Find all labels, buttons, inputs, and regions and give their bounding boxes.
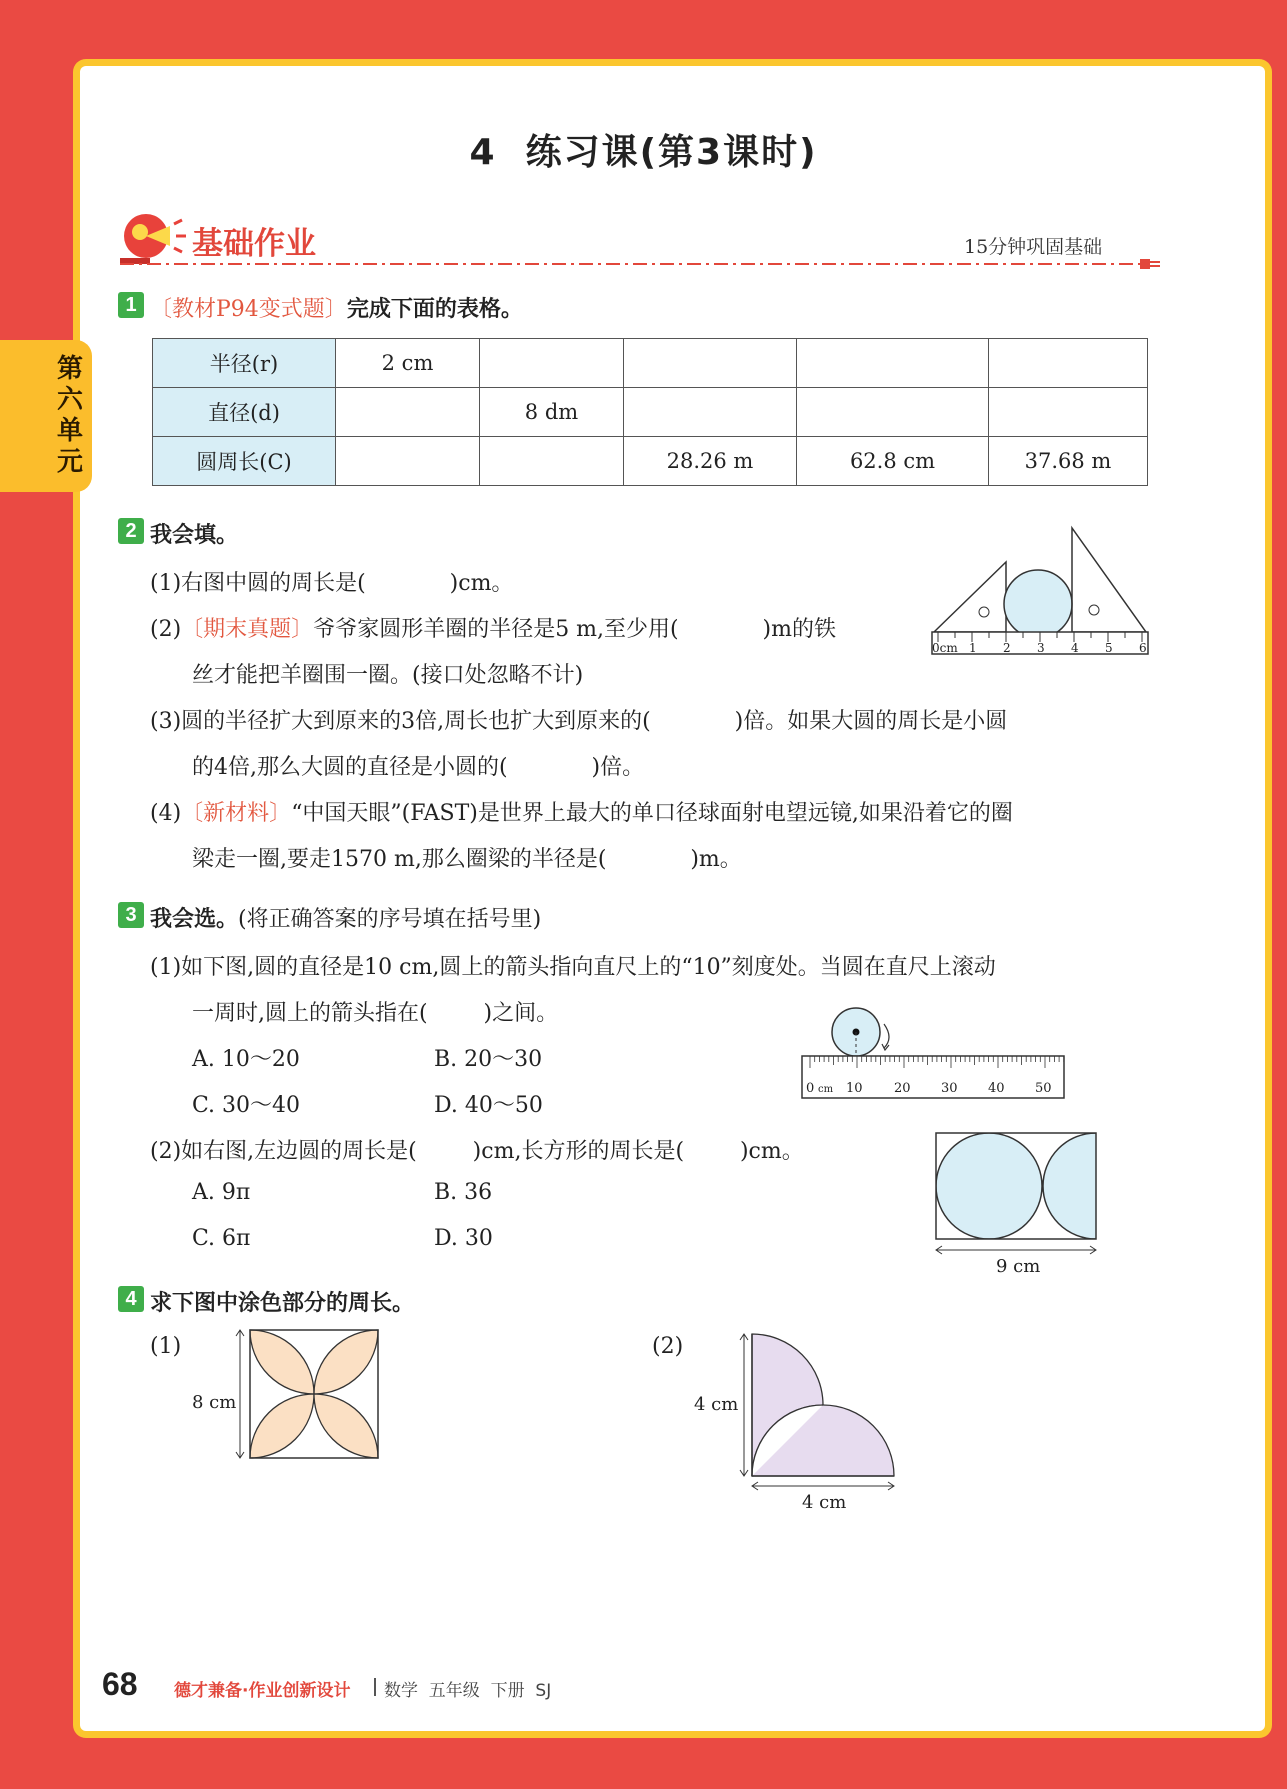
q4-number: 4 <box>118 1286 144 1312</box>
svg-text:1: 1 <box>969 641 977 655</box>
circle-table <box>152 338 1148 486</box>
q3-p1-option-d: D. 40～50 <box>434 1093 543 1118</box>
svg-text:cm: cm <box>818 1084 834 1095</box>
page-title: 4 练习课(第3课时) <box>469 132 818 173</box>
q2-item-4-cont: 梁走一圈,要走1570 m,那么圈梁的半径是( )m。 <box>192 847 742 872</box>
table-header: 直径(d) <box>153 388 336 437</box>
q3-p1-option-b: B. 20～30 <box>434 1047 543 1072</box>
petal-square-figure <box>186 1324 406 1484</box>
q4-fig1-label: (1) <box>150 1334 182 1359</box>
section-divider <box>120 257 1160 271</box>
rolling-circle-figure <box>798 1004 1070 1104</box>
quarter-circles-figure <box>690 1326 900 1516</box>
table-cell <box>336 388 480 437</box>
svg-text:4 cm: 4 cm <box>802 1492 847 1513</box>
table-cell: 28.26 m <box>624 437 797 486</box>
svg-text:8 cm: 8 cm <box>192 1392 237 1413</box>
table-cell: 2 cm <box>336 339 480 388</box>
svg-text:2: 2 <box>1003 641 1011 655</box>
q2-item-2-cont: 丝才能把羊圈围一圈。(接口处忽略不计) <box>192 663 584 688</box>
svg-text:10: 10 <box>846 1081 863 1096</box>
table-cell <box>989 388 1148 437</box>
section-title: 基础作业 <box>192 226 316 262</box>
unit-tab: 第六单元 <box>0 340 92 492</box>
table-row <box>153 437 1148 486</box>
q3-title: 我会选。(将正确答案的序号填在括号里) <box>150 907 542 932</box>
q3-p2-option-c: C. 6π <box>192 1226 251 1251</box>
table-header: 圆周长(C) <box>153 437 336 486</box>
table-cell: 37.68 m <box>989 437 1148 486</box>
q3-p1-line2: 一周时,圆上的箭头指在( )之间。 <box>192 1001 559 1026</box>
footer-info: 数学 五年级 下册 SJ <box>384 1681 552 1701</box>
svg-text:5: 5 <box>1105 641 1113 655</box>
table-cell <box>336 437 480 486</box>
ruler-circle-figure <box>926 522 1154 664</box>
table-cell: 8 dm <box>480 388 624 437</box>
q4-fig2-label: (2) <box>652 1334 684 1359</box>
q4-title: 求下图中涂色部分的周长。 <box>150 1291 415 1316</box>
table-cell <box>480 437 624 486</box>
svg-text:20: 20 <box>894 1081 911 1096</box>
table-cell <box>797 388 989 437</box>
q3-p2-option-d: D. 30 <box>434 1226 493 1251</box>
svg-text:3: 3 <box>1037 641 1045 655</box>
svg-text:50: 50 <box>1035 1081 1052 1096</box>
svg-text:9 cm: 9 cm <box>996 1256 1041 1277</box>
q1-title: 〔教材P94变式题〕完成下面的表格。 <box>150 297 523 322</box>
q3-p1-option-a: A. 10～20 <box>192 1047 300 1072</box>
svg-text:0cm: 0cm <box>932 641 958 655</box>
q2-title: 我会填。 <box>150 523 239 548</box>
q3-p2-line: (2)如右图,左边圆的周长是( )cm,长方形的周长是( )cm。 <box>150 1139 804 1164</box>
q2-item-4: (4)〔新材料〕“中国天眼”(FAST)是世界上最大的单口径球面射电望远镜,如果沿着它的圈 <box>150 801 1013 826</box>
table-cell <box>480 339 624 388</box>
svg-text:4: 4 <box>1071 641 1079 655</box>
q2-item-3: (3)圆的半径扩大到原来的3倍,周长也扩大到原来的( )倍。如果大圆的周长是小圆 <box>150 709 1008 734</box>
footer-divider <box>374 1678 376 1696</box>
svg-text:40: 40 <box>988 1081 1005 1096</box>
table-cell: 62.8 cm <box>797 437 989 486</box>
q1-number: 1 <box>118 292 144 318</box>
table-cell <box>624 339 797 388</box>
svg-text:6: 6 <box>1139 641 1147 655</box>
q2-item-1: (1)右图中圆的周长是( )cm。 <box>150 571 514 596</box>
svg-text:4 cm: 4 cm <box>694 1394 739 1415</box>
q3-p1-option-c: C. 30～40 <box>192 1093 301 1118</box>
footer-brand: 德才兼备·作业创新设计 <box>174 1681 351 1701</box>
rect-circles-figure <box>934 1130 1104 1280</box>
table-cell <box>989 339 1148 388</box>
table-row <box>153 388 1148 437</box>
table-header: 半径(r) <box>153 339 336 388</box>
section-subtitle: 15分钟巩固基础 <box>964 236 1103 258</box>
q3-p1-line1: (1)如下图,圆的直径是10 cm,圆上的箭头指向直尺上的“10”刻度处。当圆在直尺上滚动 <box>150 955 996 980</box>
page-number: 68 <box>102 1666 138 1702</box>
table-cell <box>624 388 797 437</box>
table-row <box>153 339 1148 388</box>
svg-text:30: 30 <box>941 1081 958 1096</box>
q2-number: 2 <box>118 518 144 544</box>
table-cell <box>797 339 989 388</box>
svg-text:0: 0 <box>806 1081 815 1096</box>
q2-item-3-cont: 的4倍,那么大圆的直径是小圆的( )倍。 <box>192 755 645 780</box>
q3-p2-option-b: B. 36 <box>434 1180 493 1205</box>
q3-number: 3 <box>118 902 144 928</box>
q3-p2-option-a: A. 9π <box>192 1180 251 1205</box>
q2-item-2: (2)〔期末真题〕爷爷家圆形羊圈的半径是5 m,至少用( )m的铁 <box>150 617 836 642</box>
